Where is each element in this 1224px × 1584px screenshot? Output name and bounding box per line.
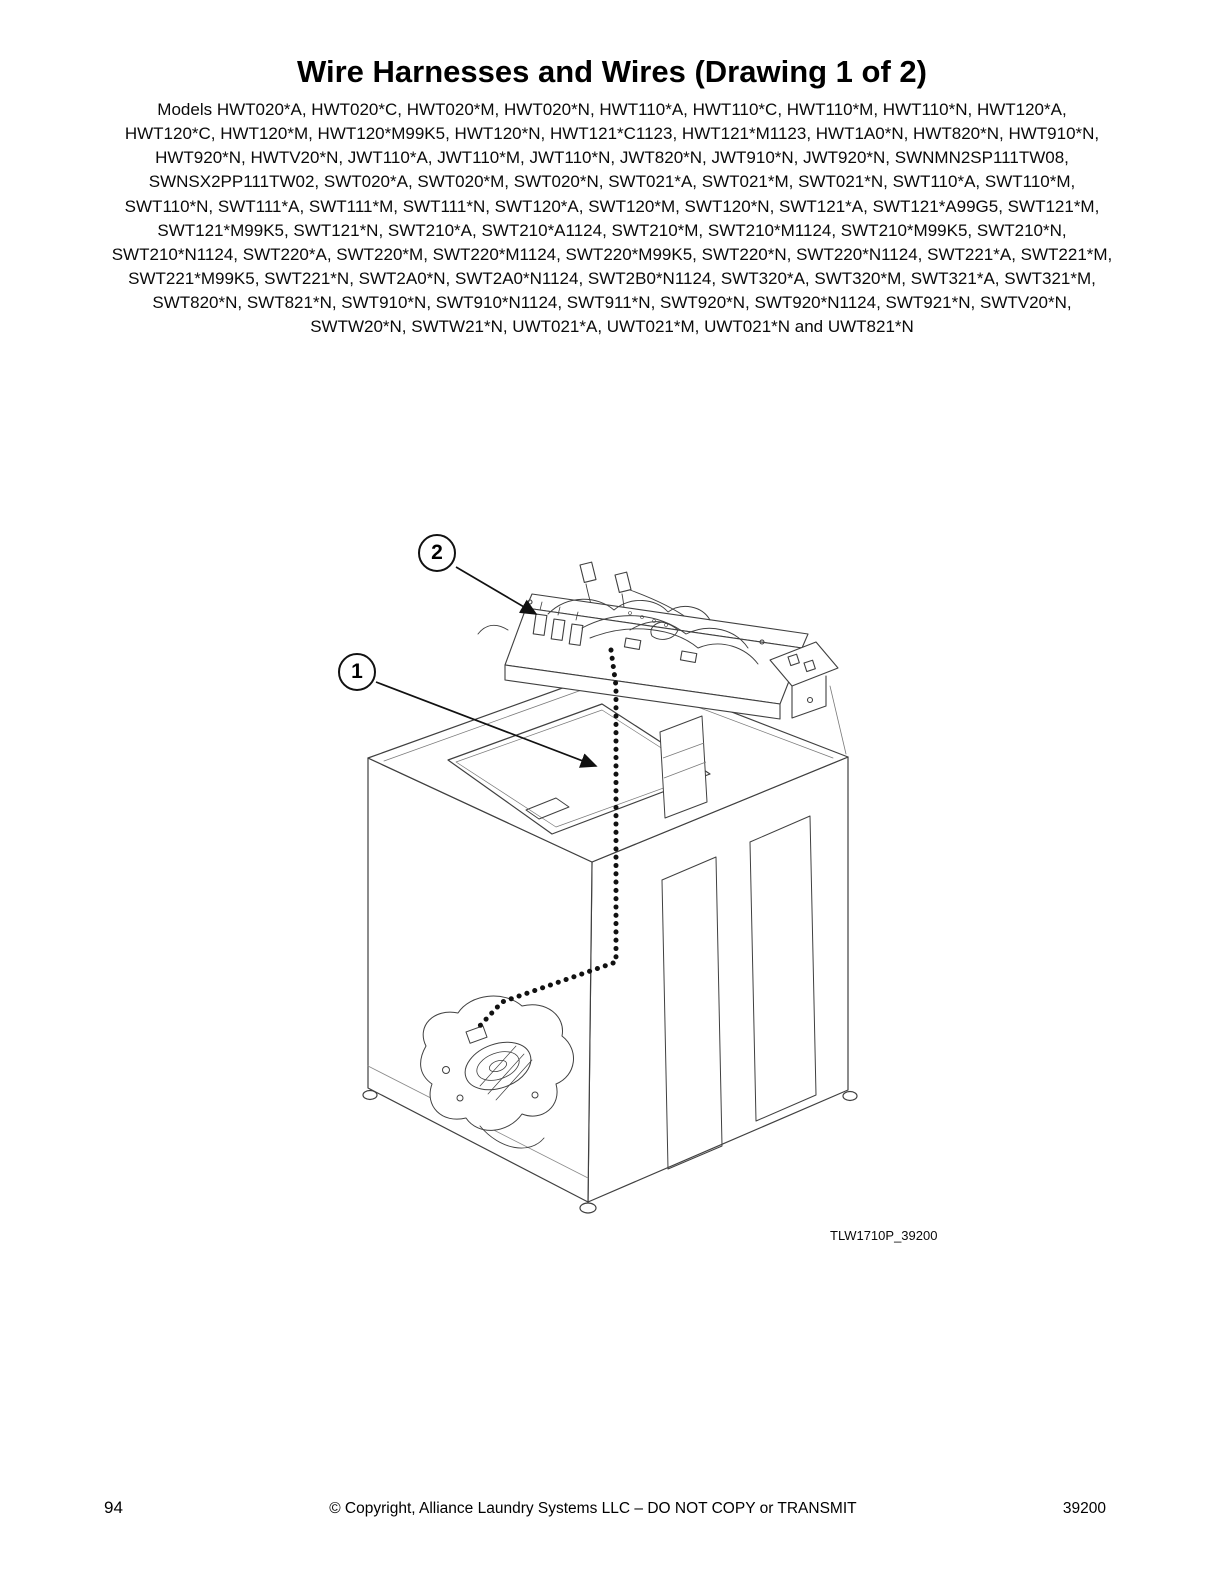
page-title: Wire Harnesses and Wires (Drawing 1 of 2) xyxy=(297,54,927,89)
washer-line-drawing xyxy=(330,510,970,1270)
callout-2: 2 xyxy=(418,534,456,572)
page-number: 94 xyxy=(104,1498,123,1517)
page-footer xyxy=(0,1498,1224,1518)
document-number: 39200 xyxy=(1062,1500,1106,1517)
wiring-diagram-figure xyxy=(330,510,970,1270)
figure-code: TLW1710P_39200 xyxy=(830,1228,938,1243)
models-list: Models HWT020*A, HWT020*C, HWT020*M, HWT020*N, HWT110*A, HWT110*C, HWT110*M, HWT110*N, HWT120*A, HWT120*C, HWT120*M, HWT120*M99K5, HWT120*N, HWT121*C1123, HWT121*M1123, HWT1A0*N, HWT820*N, HWT910*N, HWT920*N, HWTV20*N, JWT110*A, JWT110*M, JWT110*N, JWT820*N, JWT910*N, JWT920*N, SWNMN2SP111TW08, SWNSX2PP111TW02, SWT020*A, SWT020*M, SWT020*N, SWT021*A, SWT021*M, SWT021*N, SWT110*A, SWT110*M, SWT110*N, SWT111*A, SWT111*M, SWT111*N, SWT120*A, SWT120*M, SWT120*N, SWT121*A, SWT121*A99G5, SWT121*M, SWT121*M99K5, SWT121*N, SWT210*A, SWT210*A1124, SWT210*M, SWT210*M1124, SWT210*M99K5, SWT210*N, SWT210*N1124, SWT220*A, SWT220*M, SWT220*M1124, SWT220*M99K5, SWT220*N, SWT220*N1124, SWT221*A, SWT221*M, SWT221*M99K5, SWT221*N, SWT2A0*N, SWT2A0*N1124, SWT2B0*N1124, SWT320*A, SWT320*M, SWT321*A, SWT321*M, SWT820*N, SWT821*N, SWT910*N, SWT910*N1124, SWT911*N, SWT920*N, SWT920*N1124, SWT921*N, SWTV20*N, SWTW20*N, SWTW21*N, UWT021*A, UWT021*M, UWT021*N and UWT821*N xyxy=(111,100,1113,337)
copyright-notice: © Copyright, Alliance Laundry Systems LLC – DO NOT COPY or TRANSMIT xyxy=(329,1500,857,1517)
callout-1: 1 xyxy=(338,653,376,691)
